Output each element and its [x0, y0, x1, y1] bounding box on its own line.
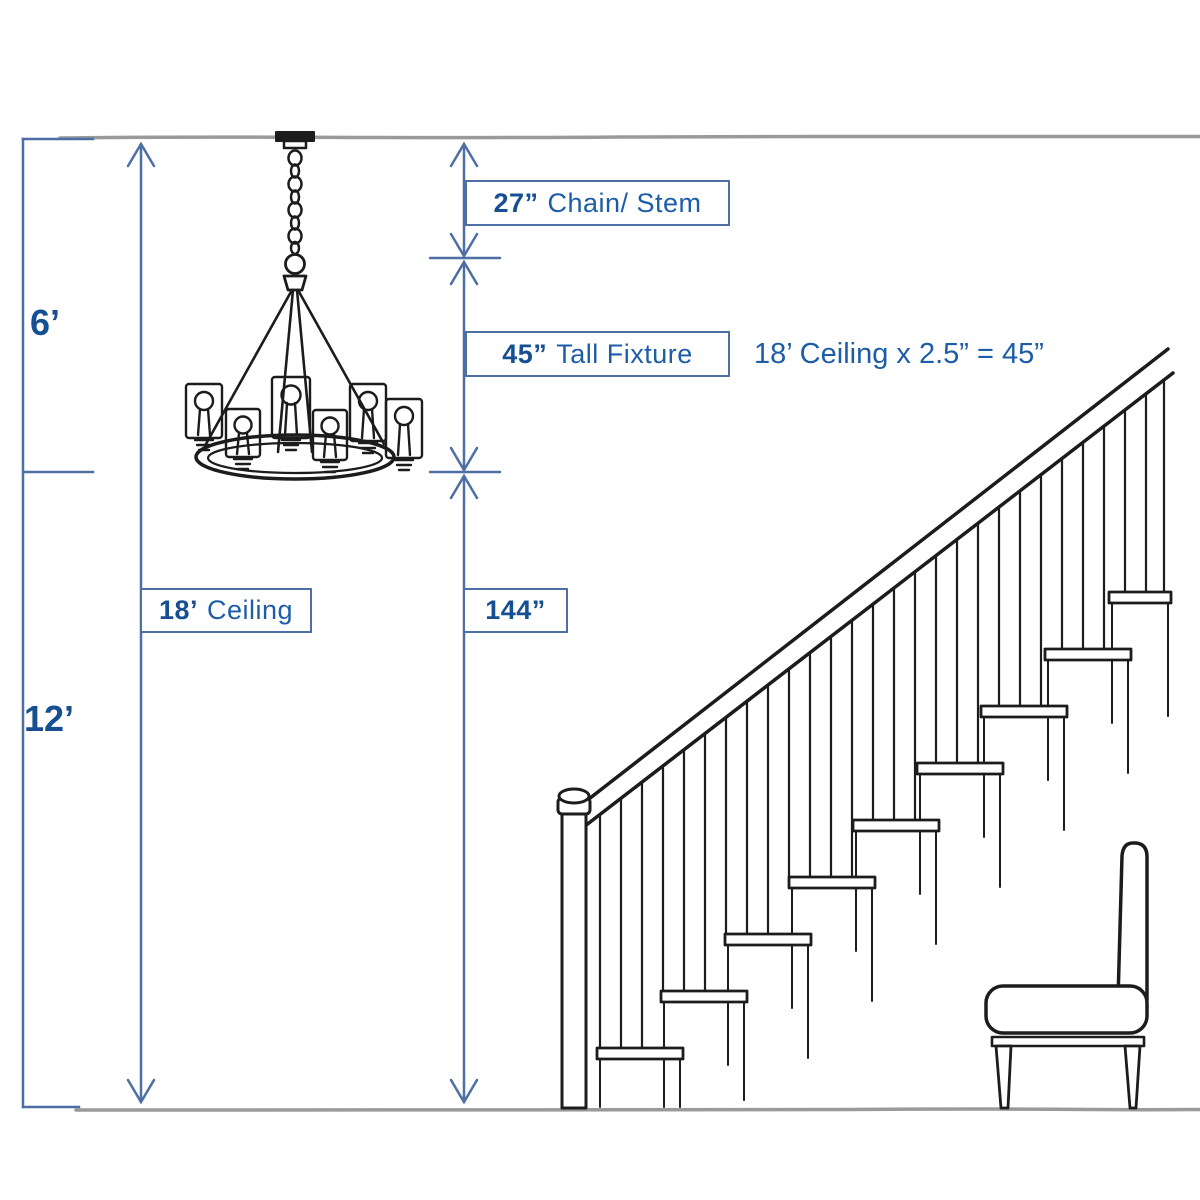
dimension-line-6ft-12ft [23, 139, 93, 1107]
floor-to-fixture-value: 144” [485, 595, 546, 625]
ceiling-line-icon [60, 136, 1200, 138]
chain-text: Chain/ Stem [547, 187, 702, 218]
chandelier-sketch [186, 132, 422, 479]
chain-stem-label-box [465, 180, 730, 226]
fixture-value: 45” [502, 338, 548, 369]
chair-sketch [986, 843, 1147, 1108]
ceiling-formula-label: 18’ Ceiling x 2.5” = 45” [754, 338, 1044, 370]
ceiling-value: 18’ [158, 595, 198, 625]
lower-section-label: 12’ [24, 698, 75, 739]
tall-fixture-label-box [465, 331, 730, 377]
chain-value: 27” [493, 187, 539, 218]
floor-line-icon [76, 1109, 1200, 1110]
upper-section-label: 6’ [30, 302, 61, 343]
fixture-text: Tall Fixture [556, 338, 693, 369]
floor-to-fixture-label-box [463, 588, 568, 633]
ceiling-height-label-box [140, 588, 312, 633]
ceiling-text: Ceiling [207, 595, 294, 625]
